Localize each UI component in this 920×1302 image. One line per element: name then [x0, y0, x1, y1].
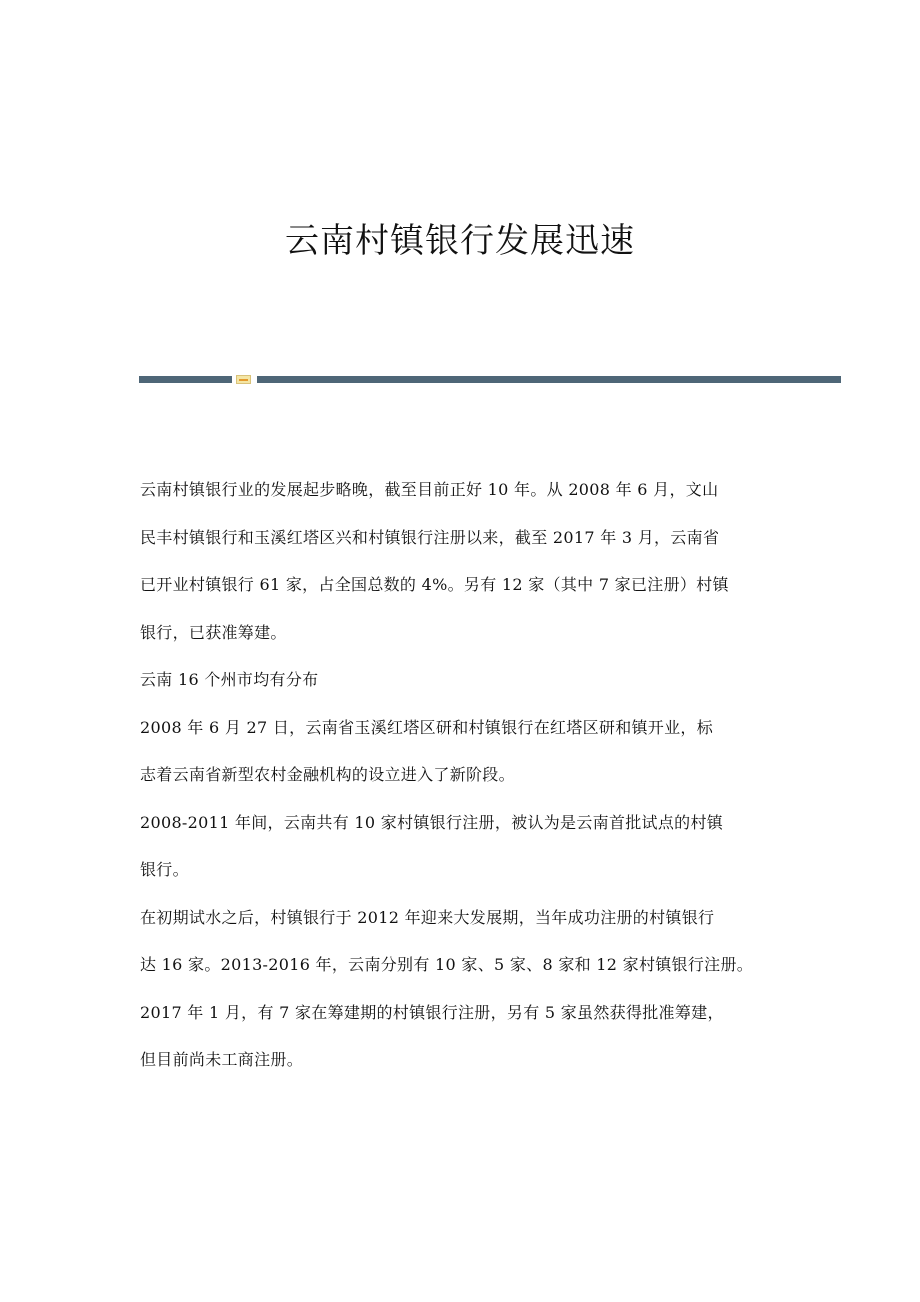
paragraph [140, 894, 785, 1084]
document-body [140, 466, 785, 1084]
title-divider [139, 375, 841, 384]
paragraph-line: 银行，已获准筹建。 [140, 622, 287, 642]
paragraph-line: 志着云南省新型农村金融机构的设立进入了新阶段。 [140, 765, 515, 784]
paragraph-line: 在初期试水之后，村镇银行于 2012 年迎来大发展期，当年成功注册的村镇银行 [140, 907, 715, 927]
divider-bar-right [257, 376, 841, 383]
paragraph-line: 2008-2011 年间，云南共有 10 家村镇银行注册，被认为是云南首批试点的村镇 [140, 812, 724, 832]
paragraph [140, 704, 785, 799]
envelope-icon [236, 375, 251, 384]
paragraph-line: 已开业村镇银行 61 家，占全国总数的 4%。另有 12 家（其中 7 家已注册）村镇 [140, 575, 729, 594]
divider-bar-left [139, 376, 232, 383]
paragraph-line: 民丰村镇银行和玉溪红塔区兴和村镇银行注册以来，截至 2017 年 3 月，云南省 [140, 527, 720, 547]
paragraph-line: 云南村镇银行业的发展起步略晚，截至目前正好 10 年。从 2008 年 6 月，文山 [140, 480, 719, 499]
paragraph-line: 2008 年 6 月 27 日，云南省玉溪红塔区研和村镇银行在红塔区研和镇开业，标 [140, 717, 713, 737]
paragraph-line: 达 16 家。2013-2016 年，云南分别有 10 家、5 家、8 家和 12 家村镇银行注册。 [140, 955, 754, 974]
paragraph-line: 云南 16 个州市均有分布 [140, 670, 319, 689]
paragraph-line: 但目前尚未工商注册。 [140, 1050, 304, 1069]
paragraph-line: 银行。 [140, 860, 189, 879]
paragraph [140, 799, 785, 894]
paragraph [140, 466, 785, 656]
paragraph [140, 656, 785, 704]
paragraph-line: 2017 年 1 月，有 7 家在筹建期的村镇银行注册，另有 5 家虽然获得批准筹建， [140, 1002, 724, 1022]
document-title: 云南村镇银行发展迅速 [285, 221, 635, 261]
